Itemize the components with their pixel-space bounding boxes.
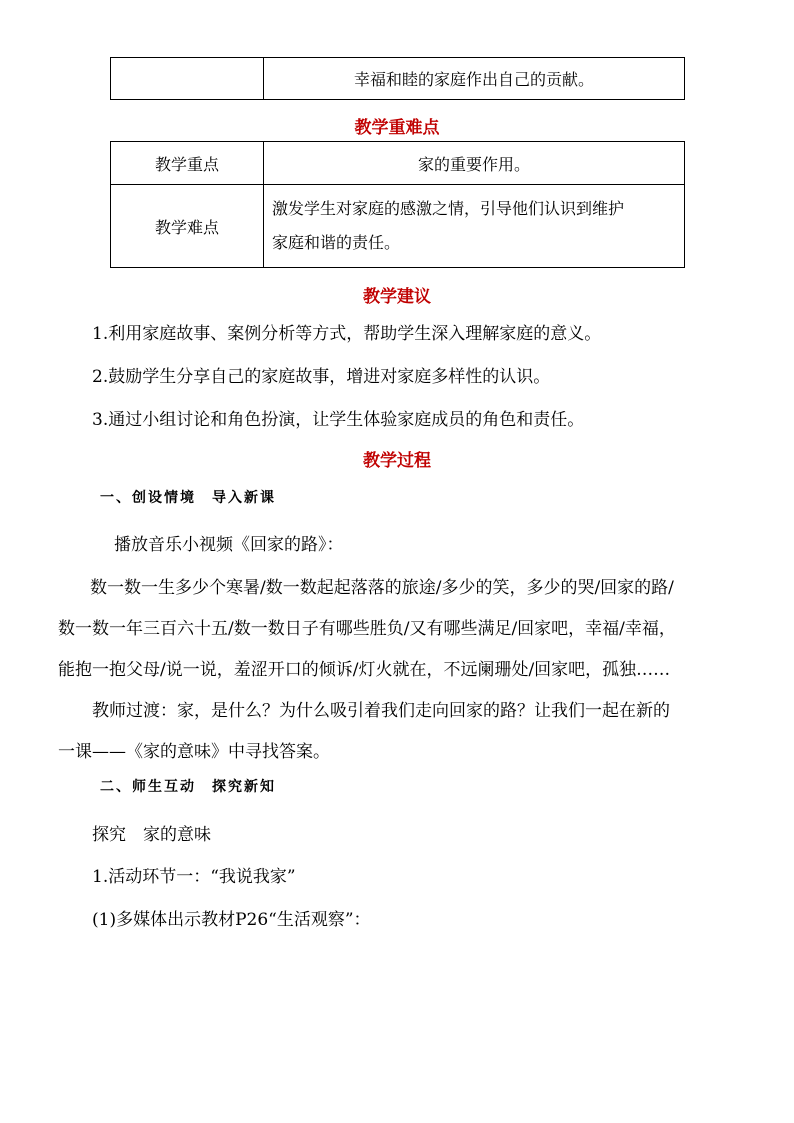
key-point-value: 家的重要作用。 xyxy=(264,142,685,185)
table-label-cell xyxy=(111,58,264,100)
key-points-table xyxy=(110,141,685,268)
table-value-cell: 幸福和睦的家庭作出自己的贡献。 xyxy=(264,58,685,100)
transition-line-2: 一课——《家的意味》中寻找答案。 xyxy=(58,742,330,762)
activity-one: 1.活动环节一：“我说我家” xyxy=(92,867,296,887)
suggestion-item-2: 2.鼓励学生分享自己的家庭故事，增进对家庭多样性的认识。 xyxy=(92,367,551,387)
suggestion-item-3: 3.通过小组讨论和角色扮演，让学生体验家庭成员的角色和责任。 xyxy=(92,410,585,430)
difficulty-value-line1: 激发学生对家庭的感激之情，引导他们认识到维护 xyxy=(272,199,625,218)
suggestion-item-1: 1.利用家庭故事、案例分析等方式，帮助学生深入理解家庭的意义。 xyxy=(92,324,602,344)
process-title: 教学过程 xyxy=(363,451,431,471)
lyrics-line-2: 数一数一年三百六十五/数一数日子有哪些胜负/又有哪些满足/回家吧，幸福/幸福， xyxy=(58,619,676,639)
activity-step-1: (1)多媒体出示教材P26“生活观察”： xyxy=(92,910,371,930)
part1-heading: 一、创设情境 导入新课 xyxy=(100,490,276,506)
suggestions-title: 教学建议 xyxy=(363,287,431,307)
key-point-label: 教学重点 xyxy=(111,142,264,185)
key-points-title: 教学重难点 xyxy=(354,118,440,138)
transition-line-1: 教师过渡：家，是什么？为什么吸引着我们走向回家的路？让我们一起在新的 xyxy=(92,701,670,721)
table-row xyxy=(111,185,685,268)
difficulty-value-line2: 家庭和谐的责任。 xyxy=(272,233,401,252)
table-row xyxy=(111,58,685,100)
table-row xyxy=(111,142,685,185)
difficulty-label: 教学难点 xyxy=(111,185,264,268)
explore-heading: 探究 家的意味 xyxy=(92,825,211,845)
video-intro: 播放音乐小视频《回家的路》： xyxy=(114,535,344,555)
difficulty-value xyxy=(264,185,685,268)
part2-heading: 二、师生互动 探究新知 xyxy=(100,779,276,795)
lyrics-line-3: 能抱一抱父母/说一说，羞涩开口的倾诉/灯火就在，不远阑珊处/回家吧，孤独…… xyxy=(58,660,671,680)
lyrics-line-1: 数一数一生多少个寒暑/数一数起起落落的旅途/多少的笑，多少的哭/回家的路/ xyxy=(90,578,674,598)
goal-table-fragment xyxy=(110,57,685,100)
